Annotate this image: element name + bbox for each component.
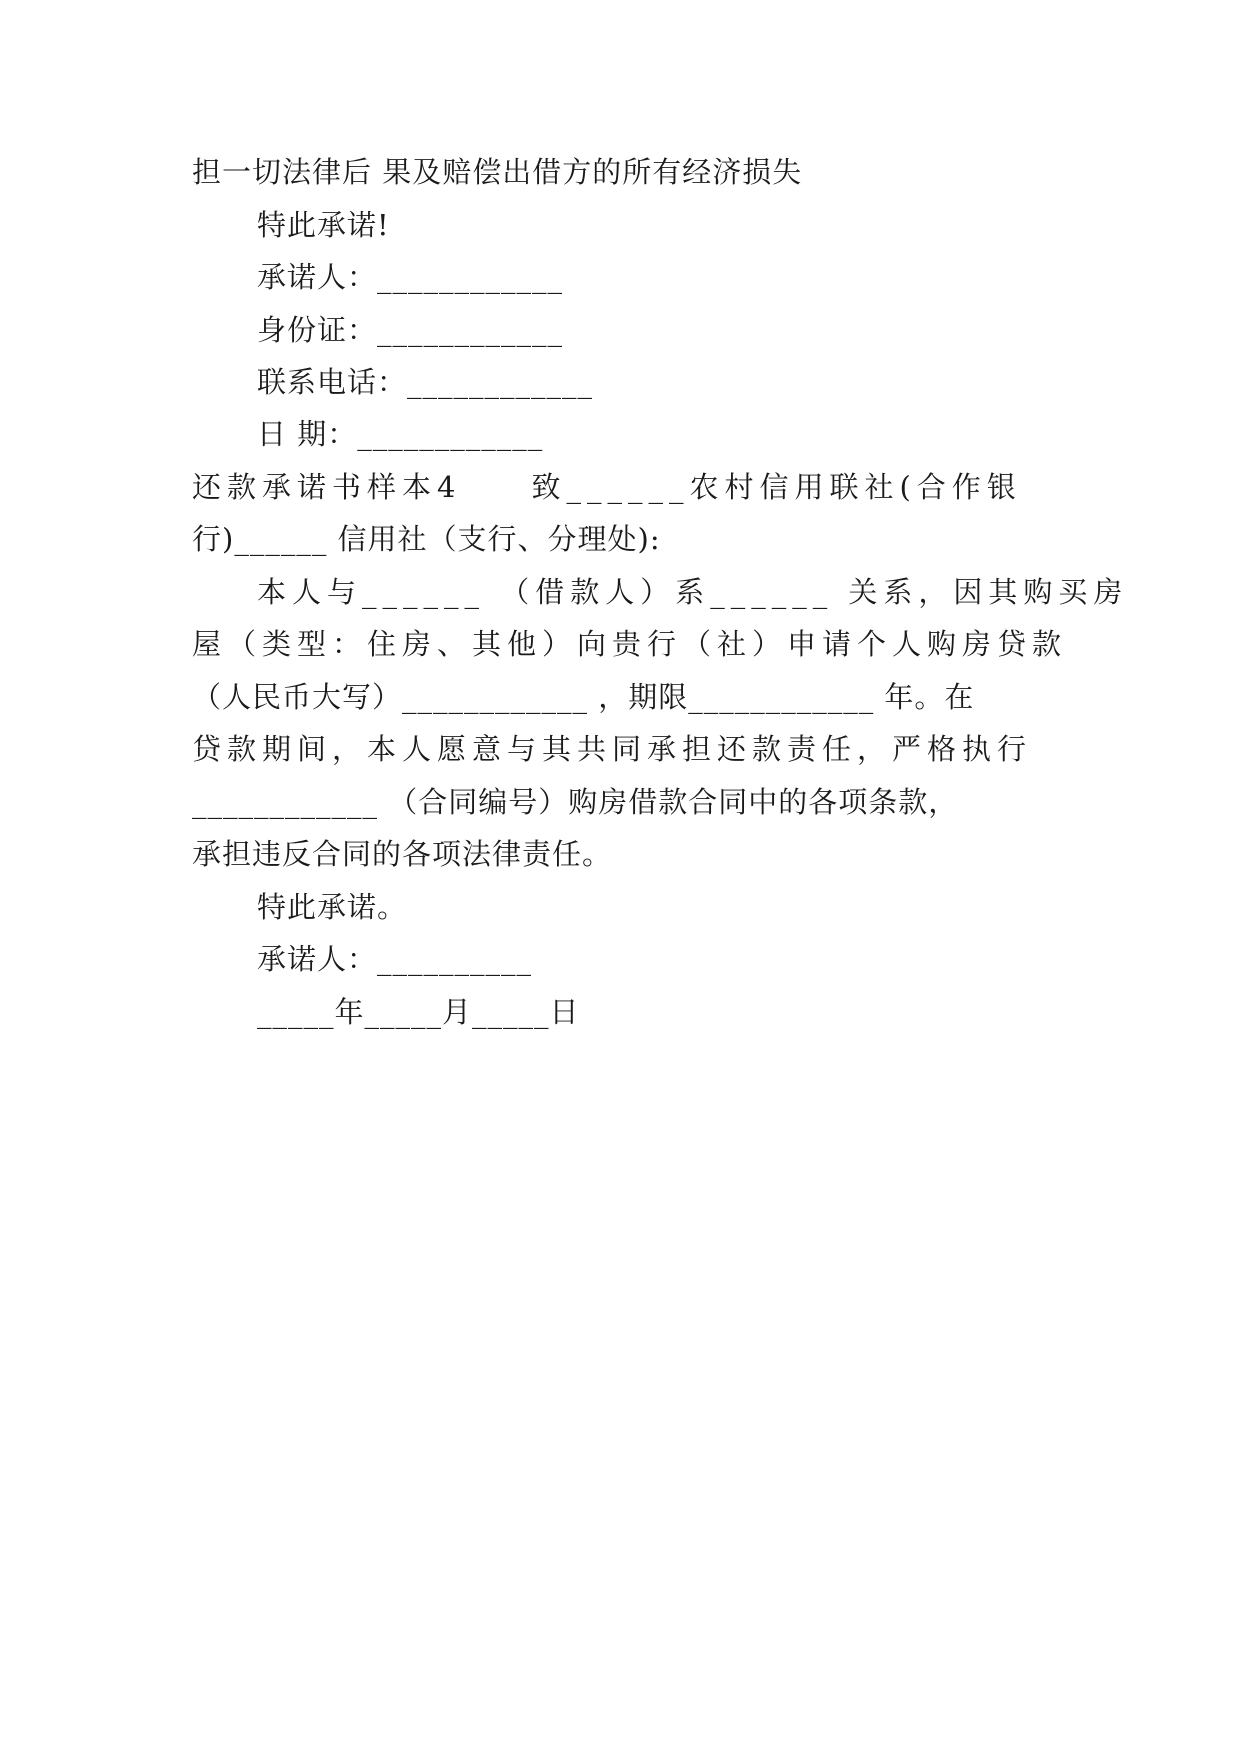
- id-card-field: 身份证：____________: [257, 313, 564, 347]
- body-line: 承担违反合同的各项法律责任。: [192, 837, 613, 871]
- phone-field: 联系电话：____________: [257, 365, 594, 399]
- date-blank-line: _____年_____月_____日: [257, 995, 580, 1029]
- body-line: 屋（类型：住房、其他）向贵行（社）申请个人购房贷款: [192, 627, 1068, 661]
- addressee-line: 行)______ 信用社（支行、分理处):: [192, 522, 661, 556]
- paragraph-line: 担一切法律后 果及赔偿出借方的所有经济损失: [192, 155, 803, 189]
- promisor-field: 承诺人：__________: [257, 942, 533, 976]
- date-field: 日 期：____________: [257, 417, 544, 451]
- body-line: ____________ （合同编号）购房借款合同中的各项条款，: [192, 785, 959, 819]
- body-line: 贷款期间，本人愿意与其共同承担还款责任，严格执行: [192, 732, 1033, 766]
- closing-statement: 特此承诺。: [257, 890, 408, 924]
- body-line: （人民币大写）____________ ，期限____________ 年。在: [192, 680, 975, 714]
- promisor-field: 承诺人：____________: [257, 260, 564, 294]
- sample-heading-line: 还款承诺书样本4 致______农村信用联社(合作银: [192, 470, 1022, 504]
- closing-statement: 特此承诺!: [257, 208, 390, 242]
- body-line: 本人与______ （借款人）系______ 关系，因其购买房: [257, 575, 1129, 609]
